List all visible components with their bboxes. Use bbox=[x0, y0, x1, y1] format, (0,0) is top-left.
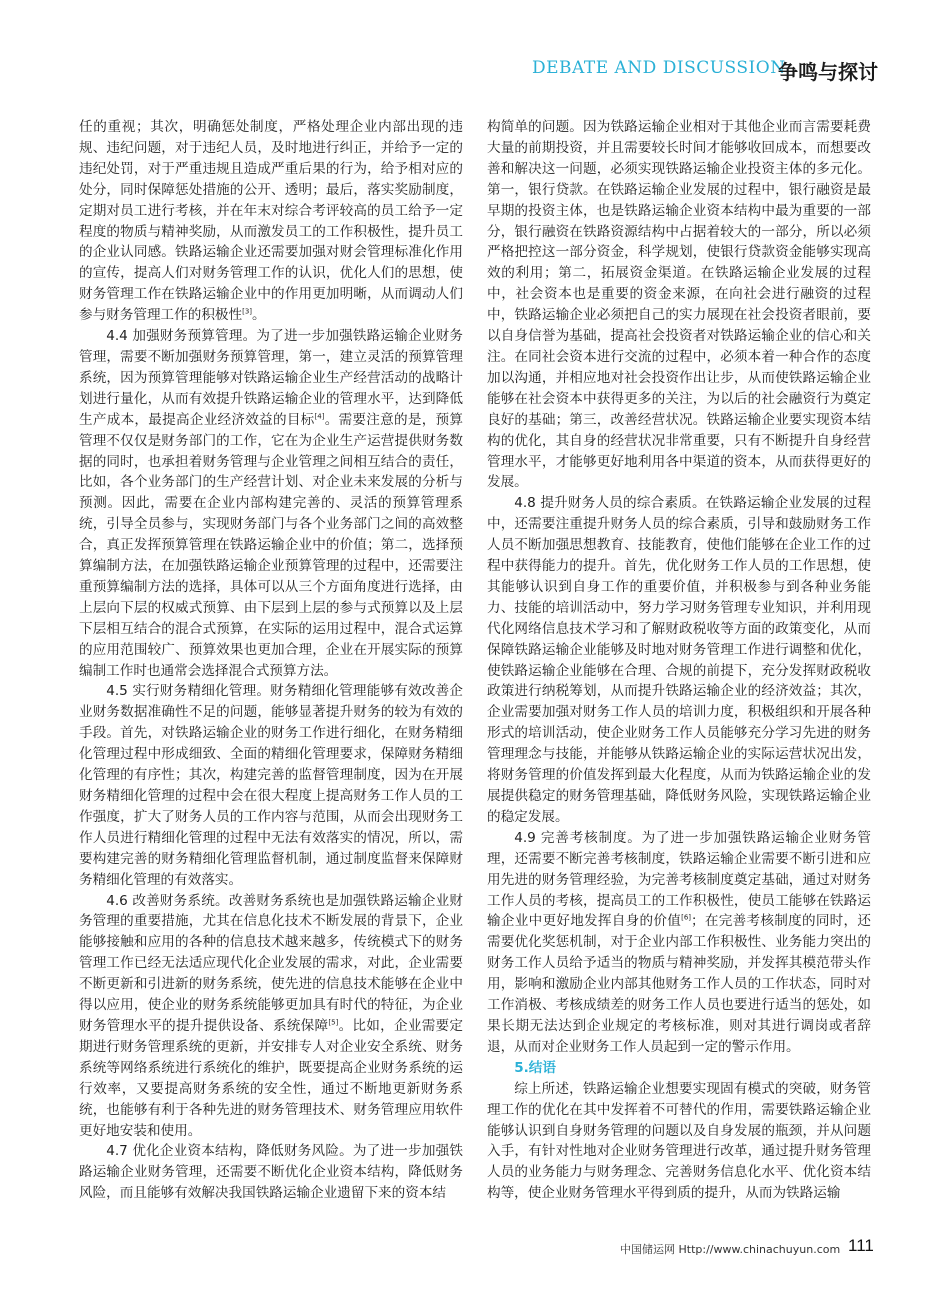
citation-ref: [6] bbox=[681, 913, 692, 922]
page-number: 111 bbox=[848, 1236, 874, 1255]
citation-ref: [5] bbox=[328, 1018, 339, 1027]
section-title-chinese: 争鸣与探讨 bbox=[778, 60, 878, 84]
paragraph-budget-management bbox=[79, 326, 463, 681]
right-text-column bbox=[487, 117, 871, 1204]
paragraph-text: ；在完善考核制度的同时，还需要优化奖惩机制，对于企业内部工作积极性、业务能力突出的财务工作人员给予适当的物质与精神奖励，并发挥其模范带头作用，影响和激励企业内部其他财务工作人员的工作状态，同时对工作消极、考核成绩差的财务工作人员也要进行适当的惩处，如果长期无法达到企业规定的考核标准，则对其进行调岗或者辞退，从而对企业财务工作人员起到一定的警示作用。 bbox=[487, 913, 872, 1055]
paragraph-financial-system bbox=[79, 891, 463, 1142]
citation-ref: [4] bbox=[314, 412, 325, 421]
paragraph-text: 4.4 加强财务预算管理。为了进一步加强铁路运输企业财务管理，需要不断加强财务预算管理，第一，建立灵活的预算管理系统，因为预算管理能够对铁路运输企业生产经营活动的战略计划进行量化，从而有效提升铁路运输企业的管理水平，达到降低生产成本，最提高企业经济效益的目标 bbox=[79, 328, 463, 428]
paragraph-text: 4.9 完善考核制度。为了进一步加强铁路运输企业财务管理，还需要不断完善考核制度，铁路运输企业需要不断引进和应用先进的财务管理经验，为完善考核制度奠定基础，通过对财务工作人员的考核，提高员工的工作积极性，使员工能够在铁路运输企业中更好地发挥自身的价值 bbox=[487, 829, 871, 930]
paragraph-conclusion: 综上所述，铁路运输企业想要实现固有模式的突破，财务管理工作的优化在其中发挥着不可替代的作用，需要铁路运输企业能够认识到自身财务管理的问题以及自身发展的瓶颈，并从问题入手，有针对性地对企业财务管理进行改革，通过提升财务管理人员的业务能力与财务理念、完善财务信息化水平、优化资本结构等，使企业财务管理水平得到质的提升，从而为铁路运输 bbox=[487, 1080, 871, 1202]
left-text-column bbox=[79, 117, 463, 1204]
conclusion-heading: 5.结语 bbox=[514, 1059, 556, 1076]
section-title-english: DEBATE AND DISCUSSION bbox=[532, 58, 786, 78]
paragraph-text: 4.6 改善财务系统。改善财务系统也是加强铁路运输企业财务管理的重要措施，尤其在信息化技术不断发展的背景下，企业能够接触和应用的各种的信息技术越来越多，传统模式下的财务管理工作已经无法适应现代化企业发展的需求，对此，企业需要不断更新和引进新的财务系统，使先进的信息技术能够在企业中得以应用，使企业的财务系统能够更加具有时代的特征，为企业财务管理水平的提升提供设备、系统保障 bbox=[79, 892, 463, 1034]
paragraph-fine-management: 4.5 实行财务精细化管理。财务精细化管理能够有效改善企业财务数据准确性不足的问题，能够显著提升财务的较为有效的手段。首先，对铁路运输企业的财务工作进行细化，在财务精细化管理过程中形成细致、全面的精细化管理要求，保障财务精细化管理的有序性；其次，构建完善的监督管理制度，因为在开展财务精细化管理的过程中会在很大程度上提高财务工作人员的工作强度，扩大了财务人员的工作内容与范围，从而会出现财务工作人员进行精细化管理的过程中无法有效落实的情况，所以，需要构建完善的财务精细化管理监督机制，通过制度监督来保障财务精细化管理的有效落实。 bbox=[79, 683, 463, 888]
footer-website: 中国储运网 Http://www.chinachuyun.com bbox=[620, 1243, 841, 1256]
paragraph-continued bbox=[79, 117, 463, 326]
paragraph-text: 。比如，企业需要定期进行财务管理系统的更新，并安排专人对企业安全系统、财务系统等网络系统进行系统化的维护，既要提高企业财务系统的运行效率，又要提高财务系统的安全性，通过不断地更新财务系统，也能够有利于各种先进的财务管理技术、财务管理应用软件更好地安装和使用。 bbox=[79, 1017, 464, 1139]
paragraph-text: 。 bbox=[252, 307, 266, 324]
paragraph-text: 任的重视；其次，明确惩处制度，严格处理企业内部出现的违规、违纪问题，对于违纪人员，及时地进行纠正，并给予一定的违纪处罚，对于严重违规且造成严重后果的行为，给予相对应的处分，同时保障惩处措施的公开、透明；最后，落实奖励制度，定期对员工进行考核，并在年末对综合考评较高的员工给予一定程度的物质与精神奖励，从而激发员工的工作积极性，提升员工的企业认同感。铁路运输企业还需要加强对财会管理标准化作用的宣传，提高人们对财务管理工作的认识，优化人们的思想，使财务管理工作在铁路运输企业中的作用更加明晰，从而调动人们参与财务管理工作的积极性 bbox=[79, 119, 463, 324]
paragraph-assessment-system bbox=[487, 828, 871, 1058]
paragraph-continued: 构简单的问题。因为铁路运输企业相对于其他企业而言需要耗费大量的前期投资，并且需要较长时间才能够收回成本，而想要改善和解决这一问题，必须实现铁路运输企业投资主体的多元化。第一，银行贷款。在铁路运输企业发展的过程中，银行融资是最早期的投资主体，也是铁路运输企业资本结构中最为重要的一部分，银行融资在铁路资源结构中占据着较大的一部分，所以必须严格把控这一部分资金，科学规划，使银行贷款资金能够实现高效的利用；第二，拓展资金渠道。在铁路运输企业发展的过程中，社会资本也是重要的资金来源，在向社会进行融资的过程中，铁路运输企业必须把自己的实力展现在社会投资者眼前，要以自身信誉为基础，提高社会投资者对铁路运输企业的信心和关注。在同社会资本进行交流的过程中，必须本着一种合作的态度加以沟通，并相应地对社会投资作出让步，从而使铁路运输企业能够在社会资本中获得更多的关注，为以后的社会融资行为奠定良好的基础；第三，改善经营状况。铁路运输企业要实现资本结构的优化，其自身的经营状况非常重要，只有不断提升自身经营管理水平，才能够更好地利用各中渠道的资本，从而获得更好的发展。 bbox=[487, 119, 871, 491]
paragraph-staff-quality: 4.8 提升财务人员的综合素质。在铁路运输企业发展的过程中，还需要注重提升财务人员的综合素质，引导和鼓励财务工作人员不断加强思想教育、技能教育，使他们能够在企业工作的过程中获得能力的提升。首先，优化财务工作人员的工作思想，使其能够认识到自身工作的重要价值，并积极参与到各种业务能力、技能的培训活动中，努力学习财务管理专业知识，并利用现代化网络信息技术学习和了解财政税收等方面的政策变化，从而保障铁路运输企业能够及时地对财务管理工作进行调整和优化，使铁路运输企业能够在合理、合规的前提下，充分发挥财政税收政策进行纳税筹划，从而提升铁路运输企业的经济效益；其次，企业需要加强对财务工作人员的培训力度，积极组织和开展各种形式的培训活动，使企业财务工作人员能够充分学习先进的财务管理理念与技能，并能够从铁路运输企业的实际运营状况出发，将财务管理的价值发挥到最大化程度，从而为铁路运输企业的发展提供稳定的财务管理基础，降低财务风险，实现铁路运输企业的稳定发展。 bbox=[487, 495, 871, 825]
citation-ref: [3] bbox=[242, 307, 253, 316]
paragraph-text: 。需要注意的是，预算管理不仅仅是财务部门的工作，它在为企业生产运营提供财务数据的同时，也承担着财务管理与企业管理之间相互结合的责任，比如，各个业务部门的生产经营计划、对企业未来发展的分析与预测。因此，需要在企业内部构建完善的、灵活的预算管理系统，引导全员参与，实现财务部门与各个业务部门之间的高效整合，真正发挥预算管理在铁路运输企业中的价值；第二，选择预算编制方法，在加强铁路运输企业预算管理的过程中，还需要注重预算编制方法的选择，具体可以从三个方面角度进行选择，由上层向下层的权威式预算、由下层到上层的参与式预算以及上层下层相互结合的混合式预算，在实际的运用过程中，混合式运算的应用范围较广、预算效果也更加合理，企业在开展实际的预算编制工作时也通常会选择混合式预算方法。 bbox=[79, 411, 463, 679]
paragraph-capital-structure: 4.7 优化企业资本结构，降低财务风险。为了进一步加强铁路运输企业财务管理，还需要不断优化企业资本结构，降低财务风险，而且能够有效解决我国铁路运输企业遗留下来的资本结 bbox=[79, 1143, 463, 1202]
